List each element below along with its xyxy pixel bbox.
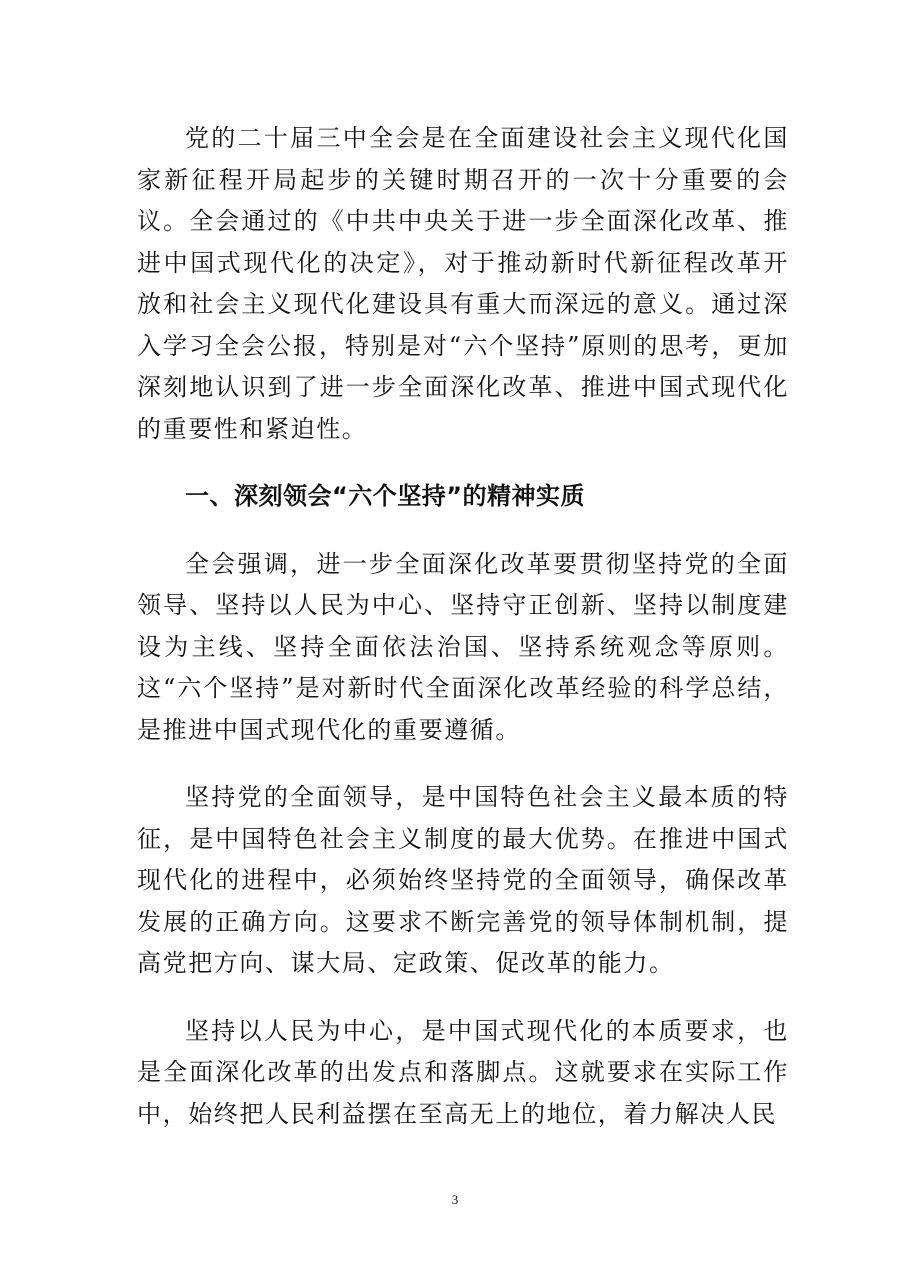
page-number: 3 — [451, 1192, 459, 1207]
section-heading: 一、深刻领会“六个坚持”的精神实质 — [185, 482, 586, 510]
document-body — [137, 118, 789, 1135]
body-paragraph-1: 全会强调，进一步全面深化改革要贯彻坚持党的全面领导、坚持以人民为中心、坚持守正创新、坚持以制度建设为主线、坚持全面依法治国、坚持系统观念等原则。这“六个坚持”是对新时代全面深化改革经验的科学总结，是推进中国式现代化的重要遵循。 — [137, 549, 789, 744]
body-paragraph-3: 坚持以人民为中心，是中国式现代化的本质要求，也是全面深化改革的出发点和落脚点。这就要求在实际工作中，始终把人民利益摆在至高无上的地位，着力解决人民 — [137, 1016, 789, 1128]
intro-paragraph: 党的二十届三中全会是在全面建设社会主义现代化国家新征程开局起步的关键时期召开的一次十分重要的会议。全会通过的《中共中央关于进一步全面深化改革、推进中国式现代化的决定》，对于推动新时代新征程改革开放和社会主义现代化建设具有重大而深远的意义。通过深入学习全会公报，特别是对“六个坚持”原则的思考，更加深刻地认识到了进一步全面深化改革、推进中国式现代化的重要性和紧迫性。 — [137, 124, 789, 443]
body-paragraph-2: 坚持党的全面领导，是中国特色社会主义最本质的特征，是中国特色社会主义制度的最大优势。在推进中国式现代化的进程中，必须始终坚持党的全面领导，确保改革发展的正确方向。这要求不断完善党的领导体制机制，提高党把方向、谋大局、定政策、促改革的能力。 — [137, 783, 789, 977]
